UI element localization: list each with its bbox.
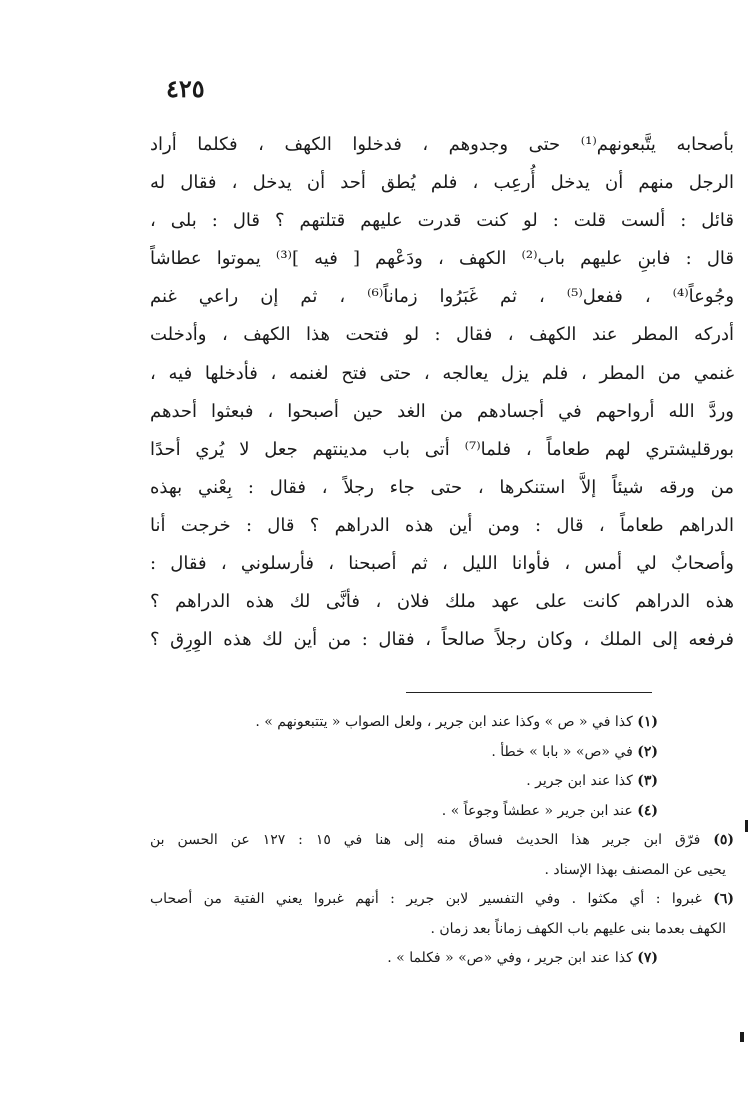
footnote-3 xyxy=(150,767,734,797)
text-line: بورقليشتري لهم طعاماً ، فلما⁽⁷⁾ أتى باب مدينتهم جعل لا يُري أحدًا xyxy=(150,438,734,460)
footnote-5 xyxy=(150,826,734,856)
main-text xyxy=(150,126,734,659)
footnote-number: (٢) xyxy=(637,743,658,760)
text-line: قائل : ألست قلت : لو كنت قدرت عليهم قتلتهم ؟ قال : بلى ، xyxy=(150,210,734,232)
text-line: هذه الدراهم كانت على عهد ملك فلان ، فأنَّى لك هذه الدراهم ؟ xyxy=(150,591,734,613)
footnote-5-continued xyxy=(150,856,734,886)
footnote-6 xyxy=(150,885,734,915)
text-line: من ورقه شيئاً إلاَّ استنكرها ، حتى جاء رجلاً ، فقال : بِعْني بهذه xyxy=(150,476,734,498)
footnote-text: في «ص» « بابا » خطأ . xyxy=(491,743,633,760)
text-line: أدركه المطر عند الكهف ، فقال : لو فتحت هذا الكهف ، وأدخلت xyxy=(150,324,734,346)
footnote-divider xyxy=(406,692,652,693)
footnote-number: (٣) xyxy=(637,773,658,789)
footnote-text: غبروا : أي مكثوا . وفي التفسير لابن جرير : أنهم غبروا يعني الفتية من أصحاب xyxy=(150,891,702,907)
footnote-number: (٦) xyxy=(713,891,734,907)
text-line: بأصحابه يتَّبعونهم⁽¹⁾ حتى وجدوهم ، فدخلوا الكهف ، فكلما أراد xyxy=(150,134,734,155)
footnote-text: كذا عند ابن جرير . xyxy=(526,773,633,789)
footnote-6-continued xyxy=(150,915,734,945)
footnote-number: (٥) xyxy=(713,832,734,848)
footnote-number: (١) xyxy=(637,714,658,730)
footnote-text: كذا في « ص » وكذا عند ابن جرير ، ولعل الصواب « يتتبعونهم » . xyxy=(255,714,633,730)
footnote-text: يحيى عن المصنف بهذا الإسناد . xyxy=(544,861,726,878)
text-line: غنمي من المطر ، فلم يزل يعالجه ، حتى فتح لغنمه ، فأدخلها فيه ، xyxy=(150,362,734,384)
footnote-text: فرّق ابن جرير هذا الحديث فساق منه إلى هنا في ١٥ : ١٢٧ عن الحسن بن xyxy=(150,832,701,848)
text-line: وردَّ الله أرواحهم في أجسادهم من الغد حين أصبحوا ، فبعثوا أحدهم xyxy=(150,400,734,422)
footnote-text: الكهف بعدما بنى عليهم باب الكهف زماناً بعد زمان . xyxy=(430,920,726,937)
text-line: وجُوعاً⁽⁴⁾ ، ففعل⁽⁵⁾ ، ثم غَبَرُوا زماناً⁽⁶⁾ ، ثم إن راعي غنم xyxy=(150,286,734,308)
footnote-4 xyxy=(150,797,734,827)
footnote-text: عند ابن جرير « عطشاً وجوعاً » . xyxy=(441,802,633,819)
page-number: ٤٢٥ xyxy=(166,74,205,103)
text-line: وأصحابٌ لي أمس ، فأوانا الليل ، ثم أصبحنا ، فأرسلوني ، فقال : xyxy=(150,553,734,575)
footnotes xyxy=(150,708,734,974)
footnote-1 xyxy=(150,708,734,738)
text-line: الدراهم طعاماً ، قال : ومن أين هذه الدراهم ؟ قال : خرجت أنا xyxy=(150,514,734,536)
text-line: الرجل منهم أن يدخل أُرعِب ، فلم يُطق أحد أن يدخل ، فقال له xyxy=(150,172,734,194)
footnote-text: كذا عند ابن جرير ، وفي «ص» « فكلما » . xyxy=(387,950,633,966)
footnote-7 xyxy=(150,944,734,974)
text-line: فرفعه إلى الملك ، وكان رجلاً صالحاً ، فقال : من أين لك هذه الوِرِق ؟ xyxy=(150,629,734,651)
footnote-2 xyxy=(150,738,734,768)
text-line: قال : فابنِ عليهم باب⁽²⁾ الكهف ، ودَعْهم [ فيه ]⁽³⁾ يموتوا عطاشاً xyxy=(150,248,734,270)
footnote-number: (٤) xyxy=(637,802,658,819)
footnote-number: (٧) xyxy=(637,950,658,966)
scan-edge-mark xyxy=(740,1032,744,1042)
